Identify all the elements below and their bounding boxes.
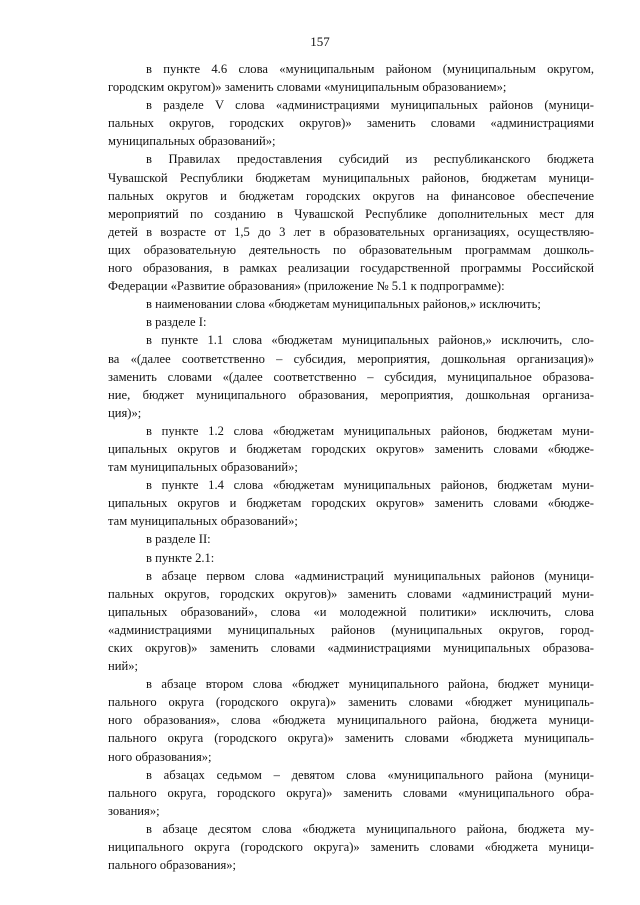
text-line: ний»; — [108, 659, 139, 674]
text-line: в Правилах предоставления субсидий из республиканского бюджета — [146, 152, 594, 167]
text-line: зования»; — [108, 803, 160, 818]
text-line: мероприятий по созданию в Чувашской Республике дополнительных мест для — [108, 206, 594, 221]
text-line: в абзаце втором слова «бюджет муниципального района, бюджет муници- — [146, 677, 594, 692]
text-line: в пункте 1.4 слова «бюджетам муниципальных районов, бюджетам муни- — [146, 478, 594, 493]
text-line: детей в возрасте от 1,5 до 3 лет в образовательных организациях, осуществляю- — [108, 224, 594, 239]
text-line: ция)»; — [108, 405, 142, 420]
text-line: в разделе II: — [146, 532, 211, 547]
text-line: в наименовании слова «бюджетам муниципальных районов,» исключить; — [146, 297, 541, 312]
page-number: 157 — [310, 34, 330, 49]
text-line: там муниципальных образований»; — [108, 460, 298, 475]
text-line: там муниципальных образований»; — [108, 514, 298, 529]
text-line: в пункте 2.1: — [146, 550, 215, 565]
text-line: в разделе I: — [146, 315, 207, 330]
text-line: в абзаце первом слова «администраций муниципальных районов (муници- — [146, 568, 594, 583]
document-body — [108, 60, 594, 874]
text-line: ципальных округов и бюджетам городских округов» заменить словами «бюдже- — [108, 441, 594, 456]
text-line: Федерации «Развитие образования» (приложение № 5.1 к подпрограмме): — [108, 279, 505, 294]
text-line: в пункте 1.1 слова «бюджетам муниципальных районов,» исключить, сло- — [146, 333, 594, 348]
text-line: Чувашской Республики бюджетам муниципальных районов, бюджетам муници- — [108, 170, 594, 185]
text-line: городским округом)» заменить словами «муниципальным образованием»; — [108, 80, 507, 95]
text-line: пального округа, городского округа)» заменить словами «муниципального обра- — [108, 785, 594, 800]
text-line: муниципальных образований»; — [108, 134, 276, 149]
text-line: в пункте 1.2 слова «бюджетам муниципальных районов, бюджетам муни- — [146, 423, 594, 438]
text-line: «администрациями муниципальных районов (муниципальных округов, город- — [108, 622, 594, 637]
text-line: в абзацах седьмом – девятом слова «муниципального района (муници- — [146, 767, 594, 782]
text-line: пальных округов, городских округов)» заменить словами «администраций муни- — [108, 586, 594, 601]
text-line: пальных округов, городских округов)» заменить словами «администрациями — [108, 116, 594, 131]
text-line: пального образования»; — [108, 858, 237, 873]
text-line: ного образования»; — [108, 749, 212, 764]
text-line: ципальных образований», слова «и молодежной политики» исключить, слова — [108, 604, 594, 619]
text-line: ние, бюджет муниципального образования, мероприятия, дошкольная организа- — [108, 387, 594, 402]
text-line: ва «(далее соответственно – субсидия, мероприятия, дошкольная организация)» — [108, 351, 594, 366]
text-line: ного образования, в рамках реализации государственной программы Российской — [108, 261, 594, 276]
text-line: заменить словами «(далее соответственно – субсидия, муниципальное образова- — [108, 369, 594, 384]
text-line: пального округа (городского округа)» заменить словами «бюджета муниципаль- — [108, 731, 594, 746]
text-line: ниципального округа (городского округа)» заменить словами «бюджета муници- — [108, 840, 594, 855]
text-line: ного образования», слова «бюджета муниципального района, бюджета муници- — [108, 713, 594, 728]
text-line: ских округов)» заменить словами «администрациями муниципальных образова- — [108, 641, 594, 655]
text-line: в пункте 4.6 слова «муниципальным районом (муниципальным округом, — [146, 62, 594, 76]
text-line: ципальных округов и бюджетам городских округов» заменить словами «бюдже- — [108, 496, 594, 511]
text-line: пального округа (городского округа)» заменить словами «бюджет муниципаль- — [108, 695, 594, 710]
text-line: в разделе V слова «администрациями муниципальных районов (муници- — [146, 98, 594, 113]
text-line: щих образовательную деятельность по образовательным программам дошколь- — [108, 242, 594, 257]
text-line: в абзаце десятом слова «бюджета муниципального района, бюджета му- — [146, 821, 594, 836]
text-line: пальных округов и бюджетам городских округов на финансовое обеспечение — [108, 188, 594, 203]
